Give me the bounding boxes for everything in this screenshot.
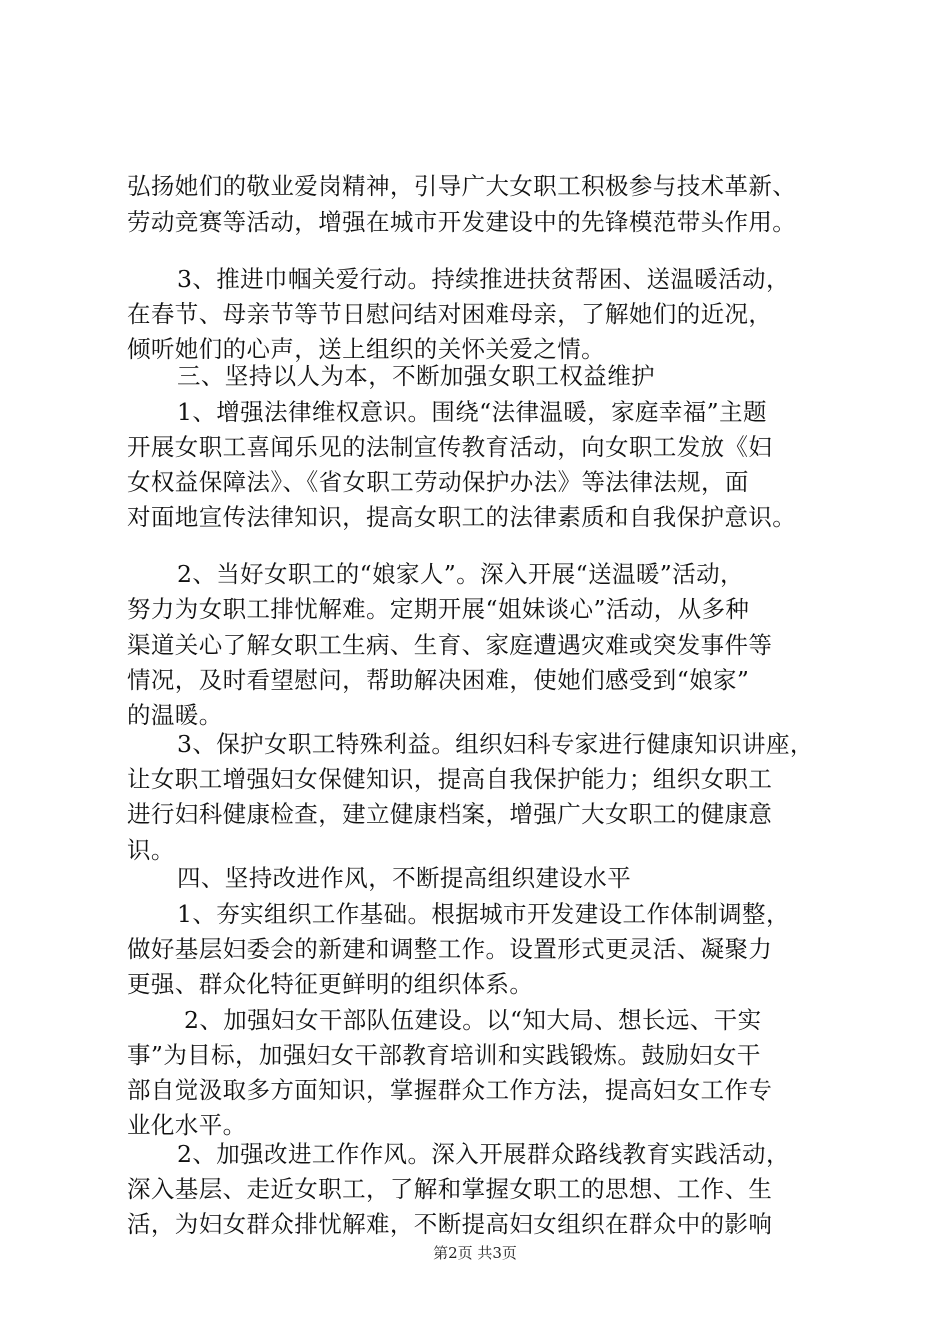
text-line: 渠道关心了解女职工生病、生育、家庭遭遇灾难或突发事件等 (127, 631, 773, 659)
text-line: 弘扬她们的敬业爱岗精神，引导广大女职工积极参与技术革新、 (127, 172, 797, 200)
text-line: 识。 (127, 836, 175, 864)
text-line: 情况，及时看望慰问，帮助解决困难，使她们感受到“娘家” (127, 666, 750, 694)
text-line: 在春节、母亲节等节日慰问结对困难母亲，了解她们的近况， (127, 300, 773, 328)
text-line: 2、加强改进工作作风。深入开展群众路线教育实践活动， (177, 1140, 790, 1168)
page-footer: 第2页 共3页 (433, 1244, 517, 1262)
text-line: 更强、群众化特征更鲜明的组织体系。 (127, 970, 534, 998)
text-line: 开展女职工喜闻乐见的法制宣传教育活动，向女职工发放《妇 (127, 433, 773, 461)
text-line: 部自觉汲取多方面知识，掌握群众工作方法，提高妇女工作专 (127, 1076, 773, 1104)
text-line: 劳动竞赛等活动，增强在城市开发建设中的先锋模范带头作用。 (127, 208, 797, 236)
text-line: 2、当好女职工的“娘家人”。深入开展“送温暖”活动， (177, 560, 744, 588)
text-line: 1、增强法律维权意识。围绕“法律温暖，家庭幸福”主题 (177, 398, 767, 426)
text-line: 事”为目标，加强妇女干部教育培训和实践锻炼。鼓励妇女干 (127, 1041, 761, 1069)
text-line: 的温暖。 (127, 701, 223, 729)
text-line: 业化水平。 (127, 1111, 247, 1139)
section-heading: 四、坚持改进作风，不断提高组织建设水平 (177, 864, 632, 892)
text-line: 进行妇科健康检查，建立健康档案，增强广大女职工的健康意 (127, 800, 773, 828)
text-line: 对面地宣传法律知识，提高女职工的法律素质和自我保护意识。 (127, 503, 797, 531)
text-line: 3、保护女职工特殊利益。组织妇科专家进行健康知识讲座， (177, 730, 814, 758)
text-line: 让女职工增强妇女保健知识，提高自我保护能力；组织女职工 (127, 765, 773, 793)
text-line: 活，为妇女群众排忧解难，不断提高妇女组织在群众中的影响 (127, 1210, 773, 1238)
text-line: 努力为女职工排忧解难。定期开展“姐妹谈心”活动，从多种 (127, 595, 750, 623)
text-line: 深入基层、走近女职工，了解和掌握女职工的思想、工作、生 (127, 1175, 773, 1203)
text-line: 1、夯实组织工作基础。根据城市开发建设工作体制调整， (177, 900, 790, 928)
text-line: 3、推进巾帼关爱行动。持续推进扶贫帮困、送温暖活动， (177, 265, 790, 293)
section-heading: 三、坚持以人为本，不断加强女职工权益维护 (177, 362, 655, 390)
text-line: 2、加强妇女干部队伍建设。以“知大局、想长远、干实 (184, 1006, 762, 1034)
text-line: 做好基层妇委会的新建和调整工作。设置形式更灵活、凝聚力 (127, 935, 773, 963)
text-line: 倾听她们的心声，送上组织的关怀关爱之情。 (127, 335, 605, 363)
text-line: 女权益保障法》、《省女职工劳动保护办法》等法律法规，面 (127, 468, 749, 496)
